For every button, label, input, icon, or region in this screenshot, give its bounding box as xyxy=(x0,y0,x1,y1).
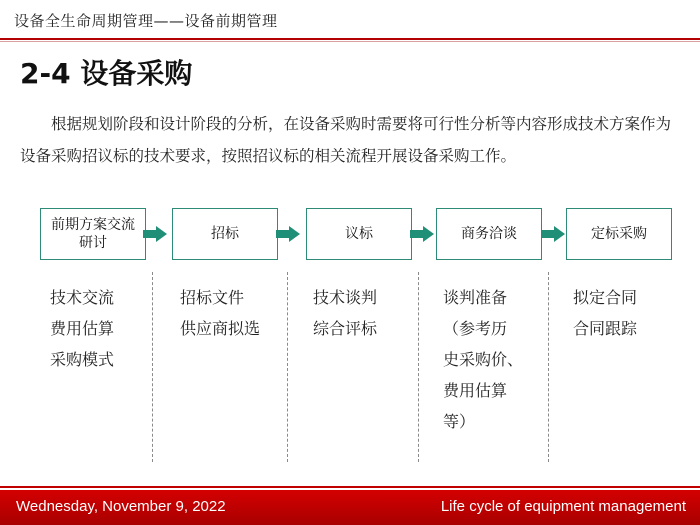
detail-item: 拟定合同 xyxy=(573,288,638,307)
column-divider xyxy=(152,272,153,462)
detail-item: （参考历 xyxy=(443,319,508,338)
step-box-5 xyxy=(566,208,672,260)
step-box-2 xyxy=(172,208,278,260)
column-divider xyxy=(548,272,549,462)
step-box-3 xyxy=(306,208,412,260)
footer-date: Wednesday, November 9, 2022 xyxy=(16,498,226,515)
detail-item: 综合评标 xyxy=(313,319,378,338)
arrow-right-icon xyxy=(541,226,565,242)
arrow-right-icon xyxy=(410,226,434,242)
header-rule-thin xyxy=(0,41,700,42)
step-details-3 xyxy=(313,282,377,344)
arrow-right-icon xyxy=(276,226,300,242)
header-title: 设备全生命周期管理——设备前期管理 xyxy=(14,12,278,30)
step-label-2: 招标 xyxy=(211,226,239,242)
intro-paragraph: 根据规划阶段和设计阶段的分析，在设备采购时需要将可行性分析等内容形成技术方案作为设备采购招议标的技术要求，按照招议标的相关流程开展设备采购工作。 xyxy=(20,115,672,165)
detail-item: 技术谈判 xyxy=(313,288,378,307)
detail-item: 招标文件 xyxy=(180,288,245,307)
column-divider xyxy=(287,272,288,462)
footer-subtitle: Life cycle of equipment management xyxy=(440,498,686,515)
step-box-4 xyxy=(436,208,542,260)
footer-rule xyxy=(0,486,700,488)
step-label-3: 议标 xyxy=(345,226,373,242)
detail-item: 费用估算 xyxy=(443,381,508,400)
detail-item: 供应商拟选 xyxy=(180,319,261,338)
detail-item: 史采购价、 xyxy=(443,350,524,369)
step-details-2 xyxy=(180,282,260,344)
detail-item: 等） xyxy=(443,412,476,431)
column-divider xyxy=(418,272,419,462)
step-label-1: 前期方案交流研讨 xyxy=(51,217,135,251)
detail-item: 合同跟踪 xyxy=(573,319,638,338)
step-details-4 xyxy=(443,282,523,437)
step-label-5: 定标采购 xyxy=(591,226,647,242)
page-title: 2-4 设备采购 xyxy=(20,57,193,90)
header-rule xyxy=(0,38,700,40)
step-label-4: 商务洽谈 xyxy=(461,226,517,242)
arrow-right-icon xyxy=(143,226,167,242)
detail-item: 技术交流 xyxy=(50,288,115,307)
detail-item: 费用估算 xyxy=(50,319,115,338)
step-box-1 xyxy=(40,208,146,260)
detail-item: 谈判准备 xyxy=(443,288,508,307)
detail-item: 采购模式 xyxy=(50,350,115,369)
step-details-5 xyxy=(573,282,637,344)
step-details-1 xyxy=(50,282,114,375)
